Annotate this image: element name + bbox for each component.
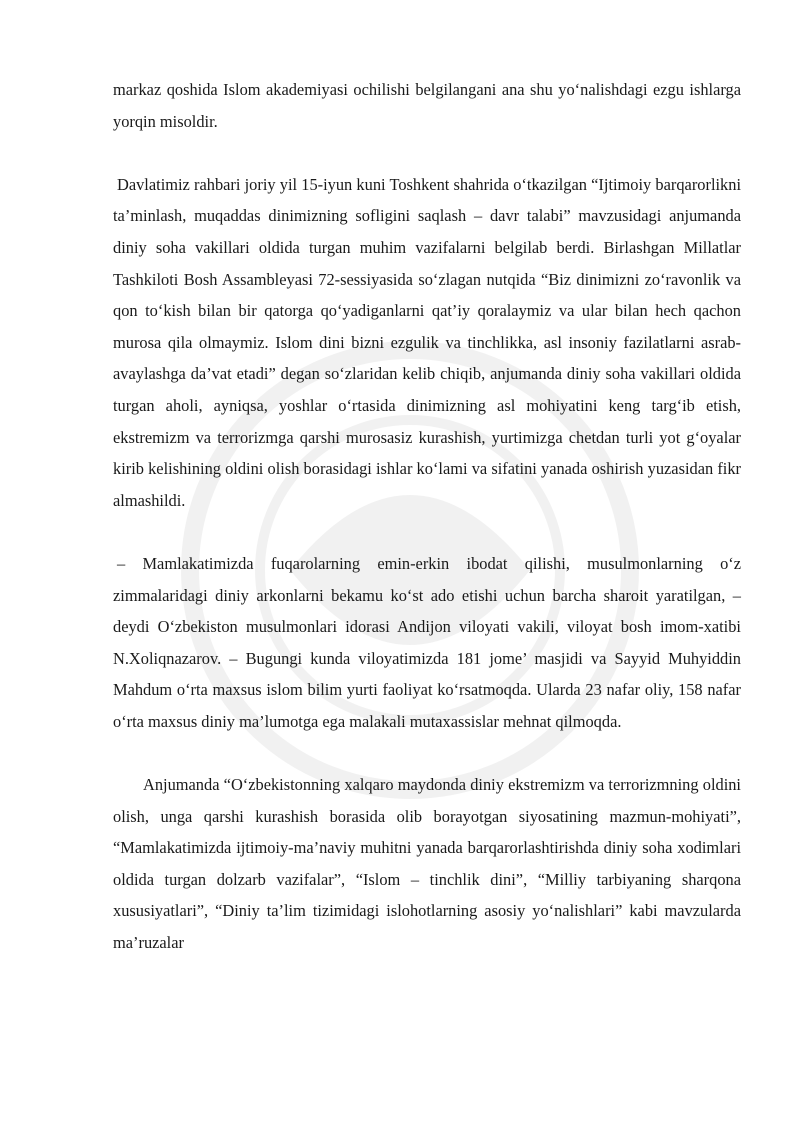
paragraph-4: Anjumanda “O‘zbekistonning xalqaro maydonda diniy ekstremizm va terrorizmning oldini olish, unga qarshi kurashish borasida olib borayotgan siyosatining mazmun-mohiyati”, “Mamlakatimizda ijtimoiy-ma’naviy muhitni yanada barqarorlashtirishda diniy soha xodimlari oldida turgan dolzarb vazifalar”, “Islom – tinchlik dini”, “Milliy tarbiyaning sharqona xususiyatlari”, “Diniy ta’lim tizimidagi islohotlarning asosiy yo‘nalishlari” kabi mavzularda ma’ruzalar <box>113 775 741 953</box>
paragraph-3: – Mamlakatimizda fuqarolarning emin-erkin ibodat qilishi, musulmonlarning o‘z zimmalaridagi diniy arkonlarni bekamu ko‘st ado etishi uchun barcha sharoit yaratilgan, – deydi O‘zbekiston musulmonlari idorasi Andijon viloyati vakili, viloyat bosh imom-xatibi N.Xoliqnazarov. – Bugungi kunda viloyatimizda 181 jome’ masjidi va Sayyid Muhyiddin Mahdum o‘rta maxsus islom bilim yurti faoliyat ko‘rsatmoqda. Ularda 23 nafar oliy, 158 nafar o‘rta maxsus diniy ma’lumotga ega malakali mutaxassislar mehnat qilmoqda. <box>113 553 741 731</box>
paragraph-1: markaz qoshida Islom akademiyasi ochilishi belgilangani ana shu yo‘nalishdagi ezgu ishlarga yorqin misoldir. <box>113 80 741 131</box>
paragraph-2: Davlatimiz rahbari joriy yil 15-iyun kuni Toshkent shahrida o‘tkazilgan “Ijtimoiy barqarorlikni ta’minlash, muqaddas dinimizning sofligini saqlash – davr talabi” mavzusidagi anjumanda diniy soha vakillari oldida turgan muhim vazifalarni belgilab berdi. Birlashgan Millatlar Tashkiloti Bosh Assambleyasi 72-sessiyasida so‘zlagan nutqida “Biz dinimizni zo‘ravonlik va qon to‘kish bilan bir qatorga qo‘yadiganlarni qat’iy qoralaymiz va ular bilan hech qachon murosa qila olmaymiz. Islom dini bizni ezgulik va tinchlikka, asl insoniy fazilatlarni asrab-avaylashga da’vat etadi” degan so‘zlaridan kelib chiqib, anjumanda diniy soha vakillari oldida turgan aholi, ayniqsa, yoshlar o‘rtasida dinimizning asl mohiyatini keng targ‘ib etish, ekstremizm va terrorizmga qarshi murosasiz kurashish, yurtimizga chetdan turli yot g‘oyalar kirib kelishining oldini olish borasidagi ishlar ko‘lami va sifatini yanada oshirish yuzasidan fikr almashildi. <box>113 174 741 510</box>
document-body <box>113 74 741 959</box>
